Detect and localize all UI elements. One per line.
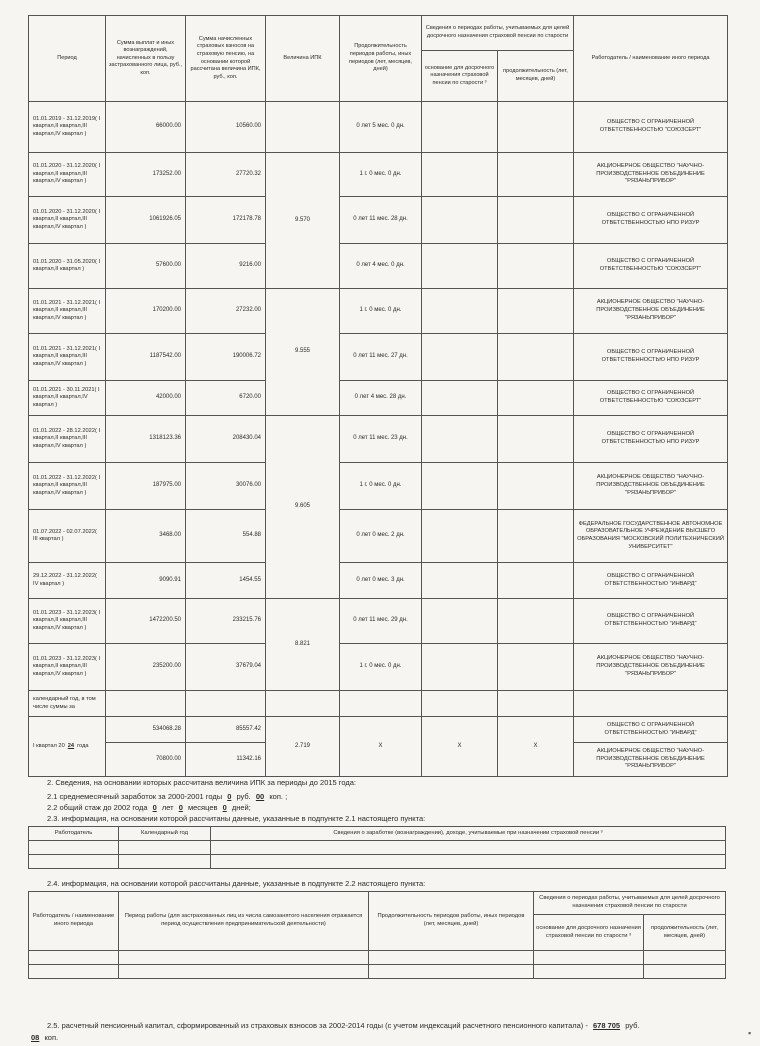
early-duration-cell <box>498 599 574 644</box>
table-row <box>29 463 728 510</box>
early-basis-cell <box>422 102 498 153</box>
table-row <box>29 841 726 855</box>
kop-label: коп. ; <box>269 792 288 801</box>
period-cell: 01.01.2022 - 28.12.2022( I квартал,II квартал,III квартал,IV квартал ) <box>29 416 106 463</box>
early-basis-cell <box>422 563 498 599</box>
early-basis-cell <box>422 244 498 289</box>
early-duration-cell <box>498 244 574 289</box>
ipk-cell: 8.821 <box>266 599 340 691</box>
contributions-cell: 27720.32 <box>186 153 266 197</box>
service-table <box>28 891 726 979</box>
early-duration-cell <box>498 510 574 563</box>
payments-cell: 1318123.36 <box>106 416 186 463</box>
early-duration-cell <box>498 289 574 334</box>
payments-cell: 170200.00 <box>106 289 186 334</box>
duration-cell: 1 г. 0 мес. 0 дн. <box>340 289 422 334</box>
payments-cell: 1061926.05 <box>106 197 186 244</box>
early-basis-cell <box>422 289 498 334</box>
contributions-cell: 85557.42 <box>186 717 266 743</box>
employer-cell: АКЦИОНЕРНОЕ ОБЩЕСТВО "НАУЧНО-ПРОИЗВОДСТВЕННОЕ ОБЪЕДИНЕНИЕ "РЯЗАНЬПРИБОР" <box>574 463 728 510</box>
t24-header-duration: Продолжительность периодов работы, иных периодов (лет, месяцев, дней) <box>369 892 534 951</box>
early-basis-cell <box>422 644 498 691</box>
early-basis-cell <box>422 153 498 197</box>
line-2-5 <box>47 1021 640 1030</box>
period-cell: 01.01.2023 - 31.12.2023( I квартал,II квартал,III квартал,IV квартал ) <box>29 599 106 644</box>
current-period-cell <box>29 717 106 777</box>
line-2-1 <box>47 792 287 801</box>
contributions-cell: 172178.78 <box>186 197 266 244</box>
employer-cell: ОБЩЕСТВО С ОГРАНИЧЕННОЙ ОТВЕТСТВЕННОСТЬЮ НПО РИЗУР <box>574 197 728 244</box>
employer-cell: АКЦИОНЕРНОЕ ОБЩЕСТВО "НАУЧНО-ПРОИЗВОДСТВЕННОЕ ОБЪЕДИНЕНИЕ "РЯЗАНЬПРИБОР" <box>574 743 728 777</box>
period-cell: 01.01.2021 - 30.11.2021( I квартал,II квартал,IV квартал ) <box>29 381 106 416</box>
contributions-cell: 27232.00 <box>186 289 266 334</box>
header-payments: Сумма выплат и иных вознаграждений, начисленных в пользу застрахованного лица, руб., коп. <box>106 16 186 102</box>
table-row <box>29 644 728 691</box>
payments-cell: 66000.00 <box>106 102 186 153</box>
contributions-cell: 11342.16 <box>186 743 266 777</box>
contributions-cell: 554.88 <box>186 510 266 563</box>
t23-header-employer: Работодатель <box>29 827 119 841</box>
early-duration-cell <box>498 463 574 510</box>
payments-cell: 57600.00 <box>106 244 186 289</box>
current-year: 24 <box>67 742 75 749</box>
capital-rub-label: руб. <box>625 1021 640 1030</box>
employer-cell: ОБЩЕСТВО С ОГРАНИЧЕННОЙ ОТВЕТСТВЕННОСТЬЮ "ИНВАРД" <box>574 599 728 644</box>
calendar-year-row <box>29 691 728 717</box>
period-cell: 01.01.2019 - 31.12.2019( I квартал,II квартал,III квартал,IV квартал ) <box>29 102 106 153</box>
section-2-title: 2. Сведения, на основании которых рассчитана величина ИПК за периоды до 2015 года: <box>47 778 357 787</box>
employer-cell: ОБЩЕСТВО С ОГРАНИЧЕННОЙ ОТВЕТСТВЕННОСТЬЮ "ИНВАРД" <box>574 563 728 599</box>
period-cell: 01.01.2022 - 31.12.2022( I квартал,II квартал,III квартал,IV квартал ) <box>29 463 106 510</box>
duration-cell: 0 лет 11 мес. 27 дн. <box>340 334 422 381</box>
contributions-cell: 190006.72 <box>186 334 266 381</box>
period-cell: 29.12.2022 - 31.12.2022( IV квартал ) <box>29 563 106 599</box>
payments-cell: 534068.28 <box>106 717 186 743</box>
rub-label: руб. <box>236 792 251 801</box>
current-period-label: I квартал 20 <box>33 742 65 749</box>
payments-cell: 1472200.50 <box>106 599 186 644</box>
payments-cell: 1187542.00 <box>106 334 186 381</box>
payments-cell: 187975.00 <box>106 463 186 510</box>
duration-cell: 1 г. 0 мес. 0 дн. <box>340 153 422 197</box>
payments-cell: 235200.00 <box>106 644 186 691</box>
early-basis-cell <box>422 510 498 563</box>
years-label: лет <box>161 803 174 812</box>
table-row <box>29 153 728 197</box>
contributions-cell: 6720.00 <box>186 381 266 416</box>
period-cell: 01.01.2021 - 31.12.2021( I квартал,II квартал,III квартал,IV квартал ) <box>29 289 106 334</box>
table-row <box>29 197 728 244</box>
contributions-cell: 37679.04 <box>186 644 266 691</box>
employer-cell: ФЕДЕРАЛЬНОЕ ГОСУДАРСТВЕННОЕ АВТОНОМНОЕ ОБРАЗОВАТЕЛЬНОЕ УЧРЕЖДЕНИЕ ВЫСШЕГО ОБРАЗОВАНИЯ "МОСКОВСКИЙ ПОЛИТЕХНИЧЕСКИЙ УНИВЕРСИТЕТ" <box>574 510 728 563</box>
duration-cell: 0 лет 0 мес. 3 дн. <box>340 563 422 599</box>
duration-cell: 0 лет 4 мес. 0 дн. <box>340 244 422 289</box>
period-cell: 01.01.2023 - 31.12.2023( I квартал,II квартал,III квартал,IV квартал ) <box>29 644 106 691</box>
period-cell: 01.01.2021 - 31.12.2021( I квартал,II квартал,III квартал,IV квартал ) <box>29 334 106 381</box>
table-row <box>29 289 728 334</box>
header-ipk: Величина ИПК <box>266 16 340 102</box>
line-2-1-label: 2.1 среднемесячный заработок за 2000-2001 годы <box>47 792 223 801</box>
duration-cell: 0 лет 5 мес. 0 дн. <box>340 102 422 153</box>
early-basis-cell <box>422 416 498 463</box>
early-duration-cell <box>498 644 574 691</box>
pension-periods-table <box>28 15 728 777</box>
ipk-cell: 9.555 <box>266 289 340 416</box>
header-early-group: Сведения о периодах работы, учитываемых для целей досрочного назначения страховой пенсии по старости <box>422 16 574 51</box>
table-row <box>29 599 728 644</box>
line-2-5-label: 2.5. расчетный пенсионный капитал, сформированный из страховых взносов за 2002-2014 годы (с учетом индексаций расчетного пенсионного капитала) - <box>47 1021 588 1030</box>
t23-header-earnings: Сведения о заработке (вознаграждении), доходе, учитываемые при назначении страховой пенсии ³ <box>211 827 726 841</box>
service-years: 0 <box>152 803 157 812</box>
line-2-2 <box>47 803 251 812</box>
line-2-4: 2.4. информация, на основании которой рассчитаны данные, указанные в подпункте 2.2 настоящего пункта: <box>47 879 426 888</box>
employer-cell: ОБЩЕСТВО С ОГРАНИЧЕННОЙ ОТВЕТСТВЕННОСТЬЮ "СОЮЗСЕРТ" <box>574 381 728 416</box>
current-row <box>29 717 728 743</box>
early-basis-cell <box>422 463 498 510</box>
header-contributions: Сумма начисленных страховых взносов на страховую пенсию, на основании которой рассчитана величина ИПК, руб., коп. <box>186 16 266 102</box>
average-earnings-kop: 00 <box>255 792 265 801</box>
contributions-cell: 30076.00 <box>186 463 266 510</box>
early-duration-x-cell: X <box>498 717 574 777</box>
duration-cell: 1 г. 0 мес. 0 дн. <box>340 463 422 510</box>
duration-cell: 0 лет 0 мес. 2 дн. <box>340 510 422 563</box>
payments-cell: 3468.00 <box>106 510 186 563</box>
ipk-cell: 9.605 <box>266 416 340 599</box>
early-duration-cell <box>498 563 574 599</box>
days-label: дней; <box>231 803 251 812</box>
early-basis-x-cell: X <box>422 717 498 777</box>
duration-cell: 1 г. 0 мес. 0 дн. <box>340 644 422 691</box>
contributions-cell: 10560.00 <box>186 102 266 153</box>
service-days: 0 <box>222 803 227 812</box>
capital-kop: 08 <box>31 1033 40 1042</box>
payments-cell: 9090.91 <box>106 563 186 599</box>
earnings-table <box>28 826 726 869</box>
period-cell: 01.07.2022 - 02.07.2022( III квартал ) <box>29 510 106 563</box>
early-basis-cell <box>422 334 498 381</box>
table-row <box>29 244 728 289</box>
period-cell: 01.01.2020 - 31.12.2020( I квартал,II квартал,III квартал,IV квартал ) <box>29 153 106 197</box>
early-duration-cell <box>498 334 574 381</box>
duration-cell: 0 лет 11 мес. 29 дн. <box>340 599 422 644</box>
capital-rub: 678 705 <box>592 1021 621 1030</box>
ipk-cell-empty <box>266 102 340 153</box>
employer-cell: ОБЩЕСТВО С ОГРАНИЧЕННОЙ ОТВЕТСТВЕННОСТЬЮ НПО РИЗУР <box>574 334 728 381</box>
capital-kop-label: коп. <box>44 1033 59 1042</box>
table-row <box>29 951 726 965</box>
early-duration-cell <box>498 416 574 463</box>
t24-header-early-duration: продолжительность (лет, месяцев, дней) <box>644 915 726 951</box>
header-period: Период <box>29 16 106 102</box>
employer-cell: ОБЩЕСТВО С ОГРАНИЧЕННОЙ ОТВЕТСТВЕННОСТЬЮ "ИНВАРД" <box>574 717 728 743</box>
payments-cell: 173252.00 <box>106 153 186 197</box>
period-cell: 01.01.2020 - 31.12.2020( I квартал,II квартал,III квартал,IV квартал ) <box>29 197 106 244</box>
ipk-cell: 9.570 <box>266 153 340 289</box>
t24-header-period: Период работы (для застрахованных лиц из числа самозанятого населения отражается период осуществления предпринимательской деятельности) <box>119 892 369 951</box>
table-row <box>29 855 726 869</box>
table-row <box>29 563 728 599</box>
header-early-duration: продолжительность (лет, месяцев, дней) <box>498 51 574 102</box>
months-label: месяцев <box>187 803 218 812</box>
duration-cell: 0 лет 11 мес. 23 дн. <box>340 416 422 463</box>
contributions-cell: 208430.04 <box>186 416 266 463</box>
early-duration-cell <box>498 381 574 416</box>
line-2-3: 2.3. информация, на основании которой рассчитаны данные, указанные в подпункте 2.1 настоящего пункта: <box>47 814 426 823</box>
t24-header-employer: Работодатель / наименование иного периода <box>29 892 119 951</box>
early-duration-cell <box>498 197 574 244</box>
early-basis-cell <box>422 381 498 416</box>
employer-cell: ОБЩЕСТВО С ОГРАНИЧЕННОЙ ОТВЕТСТВЕННОСТЬЮ НПО РИЗУР <box>574 416 728 463</box>
table-row <box>29 381 728 416</box>
table-row <box>29 416 728 463</box>
t23-header-year: Календарный год <box>119 827 211 841</box>
employer-cell: ОБЩЕСТВО С ОГРАНИЧЕННОЙ ОТВЕТСТВЕННОСТЬЮ "СОЮЗСЕРТ" <box>574 102 728 153</box>
early-duration-cell <box>498 153 574 197</box>
line-2-2-label: 2.2 общий стаж до 2002 года <box>47 803 148 812</box>
early-duration-cell <box>498 102 574 153</box>
employer-cell: АКЦИОНЕРНОЕ ОБЩЕСТВО "НАУЧНО-ПРОИЗВОДСТВЕННОЕ ОБЪЕДИНЕНИЕ "РЯЗАНЬПРИБОР" <box>574 153 728 197</box>
t24-header-early-basis: основание для досрочного назначения страховой пенсии по старости ³ <box>534 915 644 951</box>
table-row <box>29 965 726 979</box>
employer-cell: ОБЩЕСТВО С ОГРАНИЧЕННОЙ ОТВЕТСТВЕННОСТЬЮ "СОЮЗСЕРТ" <box>574 244 728 289</box>
contributions-cell: 9216.00 <box>186 244 266 289</box>
header-employer: Работодатель / наименование иного периода <box>574 16 728 102</box>
line-2-5-kop <box>28 1033 58 1042</box>
calendar-year-label: календарный год, в том числе суммы за <box>29 691 106 717</box>
header-duration: Продолжительность периодов работы, иных периодов (лет, месяцев, дней) <box>340 16 422 102</box>
payments-cell: 42000.00 <box>106 381 186 416</box>
employer-cell: АКЦИОНЕРНОЕ ОБЩЕСТВО "НАУЧНО-ПРОИЗВОДСТВЕННОЕ ОБЪЕДИНЕНИЕ "РЯЗАНЬПРИБОР" <box>574 644 728 691</box>
header-early-basis: основание для досрочного назначения страховой пенсии по старости ³ <box>422 51 498 102</box>
table-row <box>29 102 728 153</box>
employer-cell: АКЦИОНЕРНОЕ ОБЩЕСТВО "НАУЧНО-ПРОИЗВОДСТВЕННОЕ ОБЪЕДИНЕНИЕ "РЯЗАНЬПРИБОР" <box>574 289 728 334</box>
duration-x-cell: X <box>340 717 422 777</box>
table-row <box>29 334 728 381</box>
average-earnings-rub: 0 <box>227 792 232 801</box>
contributions-cell: 233215.76 <box>186 599 266 644</box>
scan-mark: ▪ <box>748 1028 752 1038</box>
early-basis-cell <box>422 599 498 644</box>
current-period-suffix: года <box>77 742 89 749</box>
duration-cell: 0 лет 4 мес. 28 дн. <box>340 381 422 416</box>
early-basis-cell <box>422 197 498 244</box>
ipk-cell: 2.719 <box>266 717 340 777</box>
period-cell: 01.01.2020 - 31.05.2020( I квартал,II квартал ) <box>29 244 106 289</box>
payments-cell: 70800.00 <box>106 743 186 777</box>
service-months: 0 <box>178 803 183 812</box>
contributions-cell: 1454.55 <box>186 563 266 599</box>
duration-cell: 0 лет 11 мес. 28 дн. <box>340 197 422 244</box>
t24-header-early-group: Сведения о периодах работы, учитываемых для целей досрочного назначения страховой пенсии по старости <box>534 892 726 915</box>
table-row <box>29 510 728 563</box>
